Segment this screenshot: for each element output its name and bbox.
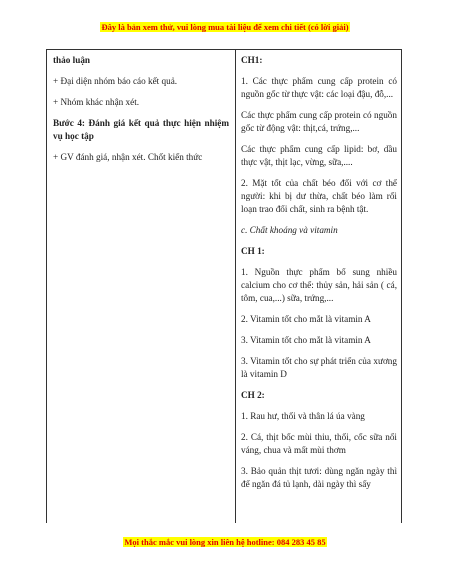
right-line-14: 2. Cá, thịt bốc mùi thiu, thối, cốc sữa nổi váng, chua và mất mùi thơm [241, 432, 397, 455]
right-line-3: Các thực phẩm cung cấp protein có nguồn gốc từ động vật: thịt,cá, trứng,... [241, 110, 397, 133]
left-line-1: thảo luận [53, 55, 91, 65]
hotline-banner [0, 537, 450, 547]
preview-banner [0, 22, 450, 32]
right-line-12: CH 2: [241, 390, 265, 400]
right-line-5: 2. Mặt tốt của chất béo đối với cơ thể người: khi bị dư thừa, chất béo làm rối loạn trao đổi chất, sinh ra bệnh tật. [241, 178, 397, 214]
hotline-banner-text: Mọi thắc mắc vui lòng xin liên hệ hotline: 084 283 45 85 [124, 537, 326, 547]
right-line-8: 1. Nguồn thực phẩm bổ sung nhiều calcium cho cơ thể: thủy sản, hải sản ( cá, tôm, cua,...) sữa, trứng,... [241, 267, 397, 303]
right-line-2: 1. Các thực phẩm cung cấp protein có nguồn gốc từ thực vật: các loại đậu, đỗ,... [241, 76, 397, 99]
right-line-1: CH1: [241, 55, 263, 65]
right-line-15: 3. Bảo quản thịt tươi: dùng ngăn ngày thì để ngăn đá tủ lạnh, dài ngày thì sấy [241, 466, 397, 489]
right-line-4: Các thực phẩm cung cấp lipid: bơ, dầu thực vật, thịt lạc, vừng, sữa,.... [241, 144, 397, 167]
left-line-4: Bước 4: Đánh giá kết quả thực hiện nhiệm vụ học tập [53, 118, 229, 141]
right-column [241, 54, 397, 499]
right-line-9: 2. Vitamin tốt cho mắt là vitamin A [241, 314, 371, 324]
right-line-7: CH 1: [241, 246, 265, 256]
right-line-6: c. Chất khoáng và vitamin [241, 225, 338, 235]
left-column [53, 54, 229, 172]
right-line-13: 1. Rau hư, thối và thân lá úa vàng [241, 411, 365, 421]
column-divider [235, 50, 236, 523]
right-line-11: 3. Vitamin tốt cho sự phát triển của xương là vitamin D [241, 356, 397, 379]
right-line-10: 3. Vitamin tốt cho mắt là vitamin A [241, 335, 371, 345]
left-line-5: + GV đánh giá, nhận xét. Chốt kiến thức [53, 152, 203, 162]
content-table [46, 49, 402, 523]
preview-banner-text: Đây là bản xem thử, vui lòng mua tài liệu để xem chi tiết (có lời giải) [101, 22, 349, 32]
left-line-3: + Nhóm khác nhận xét. [53, 97, 140, 107]
left-line-2: + Đại diện nhóm báo cáo kết quả. [53, 76, 178, 86]
